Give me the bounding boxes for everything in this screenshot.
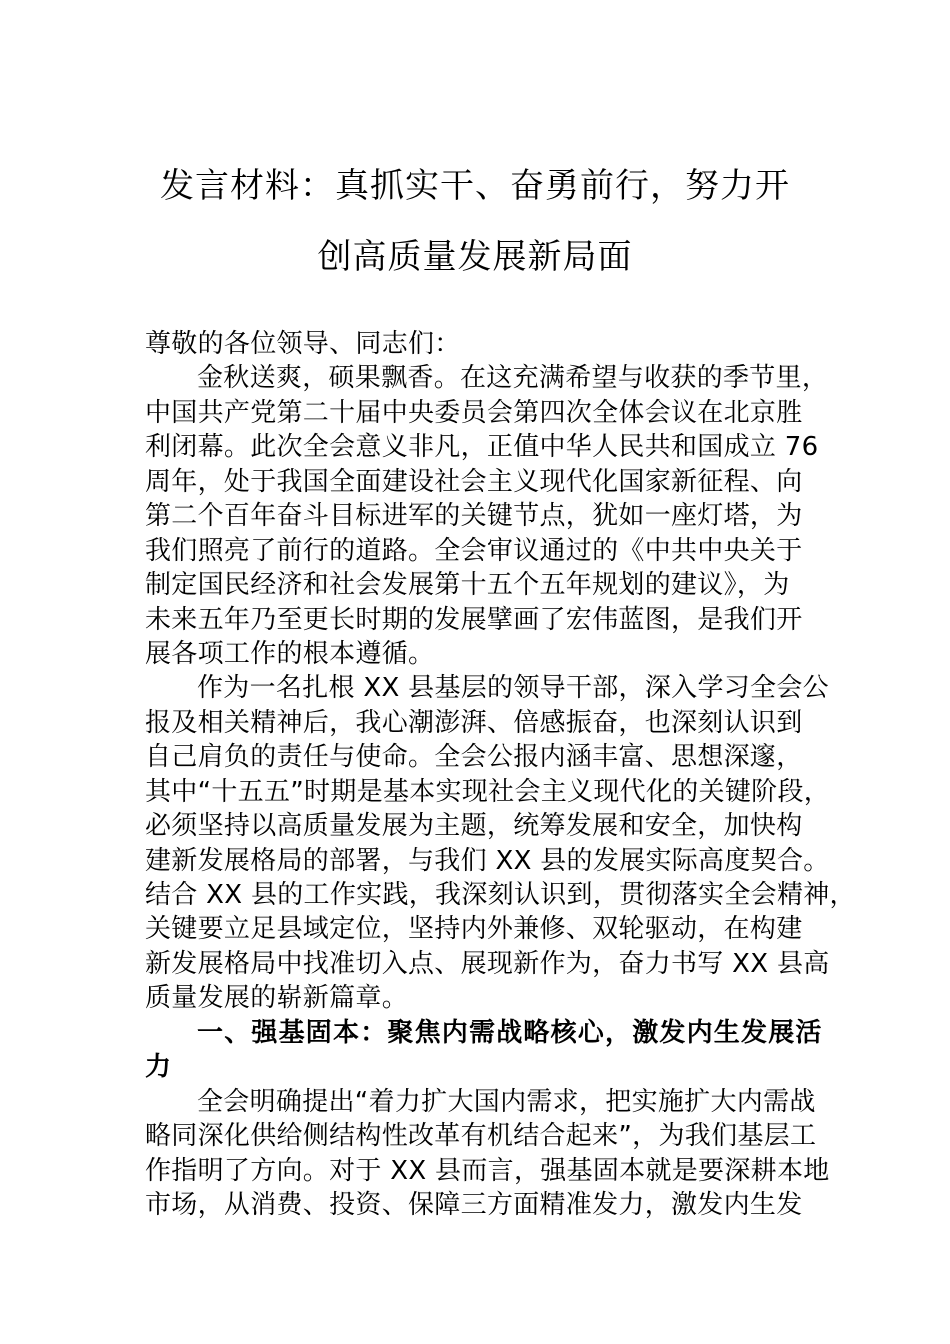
body-text-line: 必须坚持以高质量发展为主题，统筹发展和安全，加快构 bbox=[145, 811, 803, 842]
body-text-line: 新发展格局中找准切入点、展现新作为，奋力书写 XX 县高 bbox=[145, 948, 830, 979]
body-text-line: 自己肩负的责任与使命。全会公报内涵丰富、思想深邃， bbox=[145, 742, 803, 773]
body-text-line: 全会明确提出“着力扩大国内需求，把实施扩大内需战 bbox=[197, 1086, 816, 1117]
body-text-line: 建新发展格局的部署，与我们 XX 县的发展实际高度契合。 bbox=[145, 845, 830, 876]
body-text-line: 金秋送爽，硕果飘香。在这充满希望与收获的季节里， bbox=[197, 363, 829, 394]
body-text-line: 质量发展的崭新篇章。 bbox=[145, 983, 409, 1014]
body-text-line: 其中“十五五”时期是基本实现社会主义现代化的关键阶段， bbox=[145, 776, 831, 807]
salutation: 尊敬的各位领导、同志们： bbox=[145, 329, 461, 359]
document-title-line-1: 发言材料：真抓实干、奋勇前行，努力开 bbox=[160, 166, 790, 206]
body-text-line: 作指明了方向。对于 XX 县而言，强基固本就是要深耕本地 bbox=[145, 1155, 830, 1186]
document-body bbox=[145, 327, 856, 1222]
body-text-line: 结合 XX 县的工作实践，我深刻认识到，贯彻落实全会精神， bbox=[145, 880, 856, 910]
body-text-line: 市场，从消费、投资、保障三方面精准发力，激发内生发 bbox=[145, 1189, 803, 1220]
body-text-line: 第二个百年奋斗目标进军的关键节点，犹如一座灯塔，为 bbox=[145, 501, 803, 532]
body-text-line: 周年，处于我国全面建设社会主义现代化国家新征程、向 bbox=[145, 466, 803, 497]
body-text-line: 略同深化供给侧结构性改革有机结合起来”，为我们基层工 bbox=[145, 1121, 817, 1152]
document-title-line-2: 创高质量发展新局面 bbox=[317, 237, 633, 277]
body-text-line: 利闭幕。此次全会意义非凡，正值中华人民共和国成立 76 bbox=[145, 432, 819, 463]
body-text-line: 我们照亮了前行的道路。全会审议通过的《中共中央关于 bbox=[145, 535, 803, 566]
section-heading-line: 一、强基固本：聚焦内需战略核心，激发内生发展活 bbox=[197, 1017, 823, 1048]
body-text-line: 报及相关精神后，我心潮澎湃、倍感振奋，也深刻认识到 bbox=[145, 707, 803, 738]
body-text-line: 关键要立足县域定位，坚持内外兼修、双轮驱动，在构建 bbox=[145, 914, 803, 945]
body-text-line: 制定国民经济和社会发展第十五个五年规划的建议》，为 bbox=[145, 570, 790, 601]
body-text-line: 作为一名扎根 XX 县基层的领导干部，深入学习全会公 bbox=[197, 673, 829, 704]
body-text-line: 中国共产党第二十届中央委员会第四次全体会议在北京胜 bbox=[145, 397, 803, 428]
body-text-line: 展各项工作的根本遵循。 bbox=[145, 638, 435, 669]
section-heading-line: 力 bbox=[145, 1052, 173, 1083]
body-text-line: 未来五年乃至更长时期的发展擘画了宏伟蓝图，是我们开 bbox=[145, 604, 803, 635]
